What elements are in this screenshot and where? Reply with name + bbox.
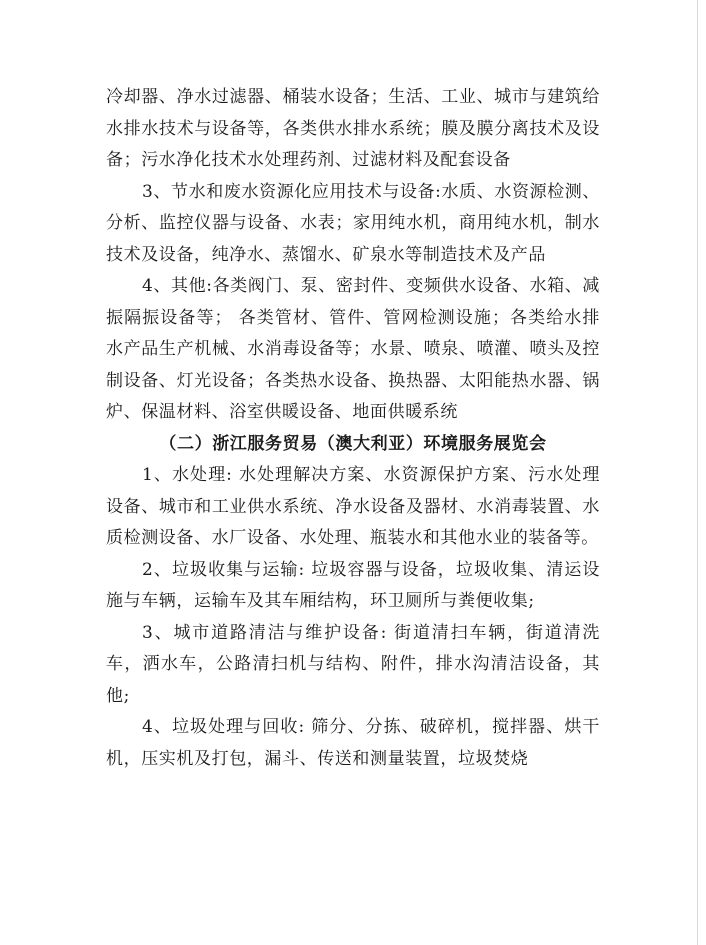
section-heading: （二）浙江服务贸易（澳大利亚）环境服务展览会 (159, 433, 547, 454)
paragraph-item-4-other: 4、其他:各类阀门、泵、密封件、变频供水设备、水箱、减振隔振设备等； 各类管材、管件、管网检测设施；各类给水排水产品生产机械、水消毒设备等；水景、喷泉、喷灌、喷头及控制设备、灯光设备；各类热水设备、换热器、太阳能热水器、锅炉、保温材料、浴室供暖设备、地面供暖系统 (106, 276, 600, 422)
paragraph-continuation: 冷却器、净水过滤器、桶装水设备；生活、工业、城市与建筑给水排水技术与设备等，各类供水排水系统；膜及膜分离技术及设备；污水净化技术水处理药剂、过滤材料及配套设备 (106, 87, 600, 170)
document-body (106, 82, 600, 775)
paragraph-item-2-waste-collection: 2、垃圾收集与运输: 垃圾容器与设备，垃圾收集、清运设施与车辆，运输车及其车厢结构，环卫厕所与粪便收集; (106, 559, 600, 611)
paragraph-item-4-waste-processing: 4、垃圾处理与回收: 筛分、分拣、破碎机，搅拌器、烘干机，压实机及打包，漏斗、传送和测量装置，垃圾焚烧 (106, 717, 600, 769)
paragraph-item-3-water-saving: 3、节水和废水资源化应用技术与设备:水质、水资源检测、分析、监控仪器与设备、水表；家用纯水机，商用纯水机，制水技术及设备，纯净水、蒸馏水、矿泉水等制造技术及产品 (106, 181, 600, 265)
paragraph-item-3-road-cleaning: 3、城市道路清洁与维护设备: 街道清扫车辆，街道清洗车，洒水车，公路清扫机与结构、附件，排水沟清洁设备，其他; (106, 622, 600, 706)
page-edge-line (697, 0, 698, 945)
paragraph-item-1-water-treatment: 1、水处理: 水处理解决方案、水资源保护方案、污水处理设备、城市和工业供水系统、净水设备及器材、水消毒装置、水质检测设备、水厂设备、水处理、瓶装水和其他水业的装备等。 (106, 465, 600, 548)
